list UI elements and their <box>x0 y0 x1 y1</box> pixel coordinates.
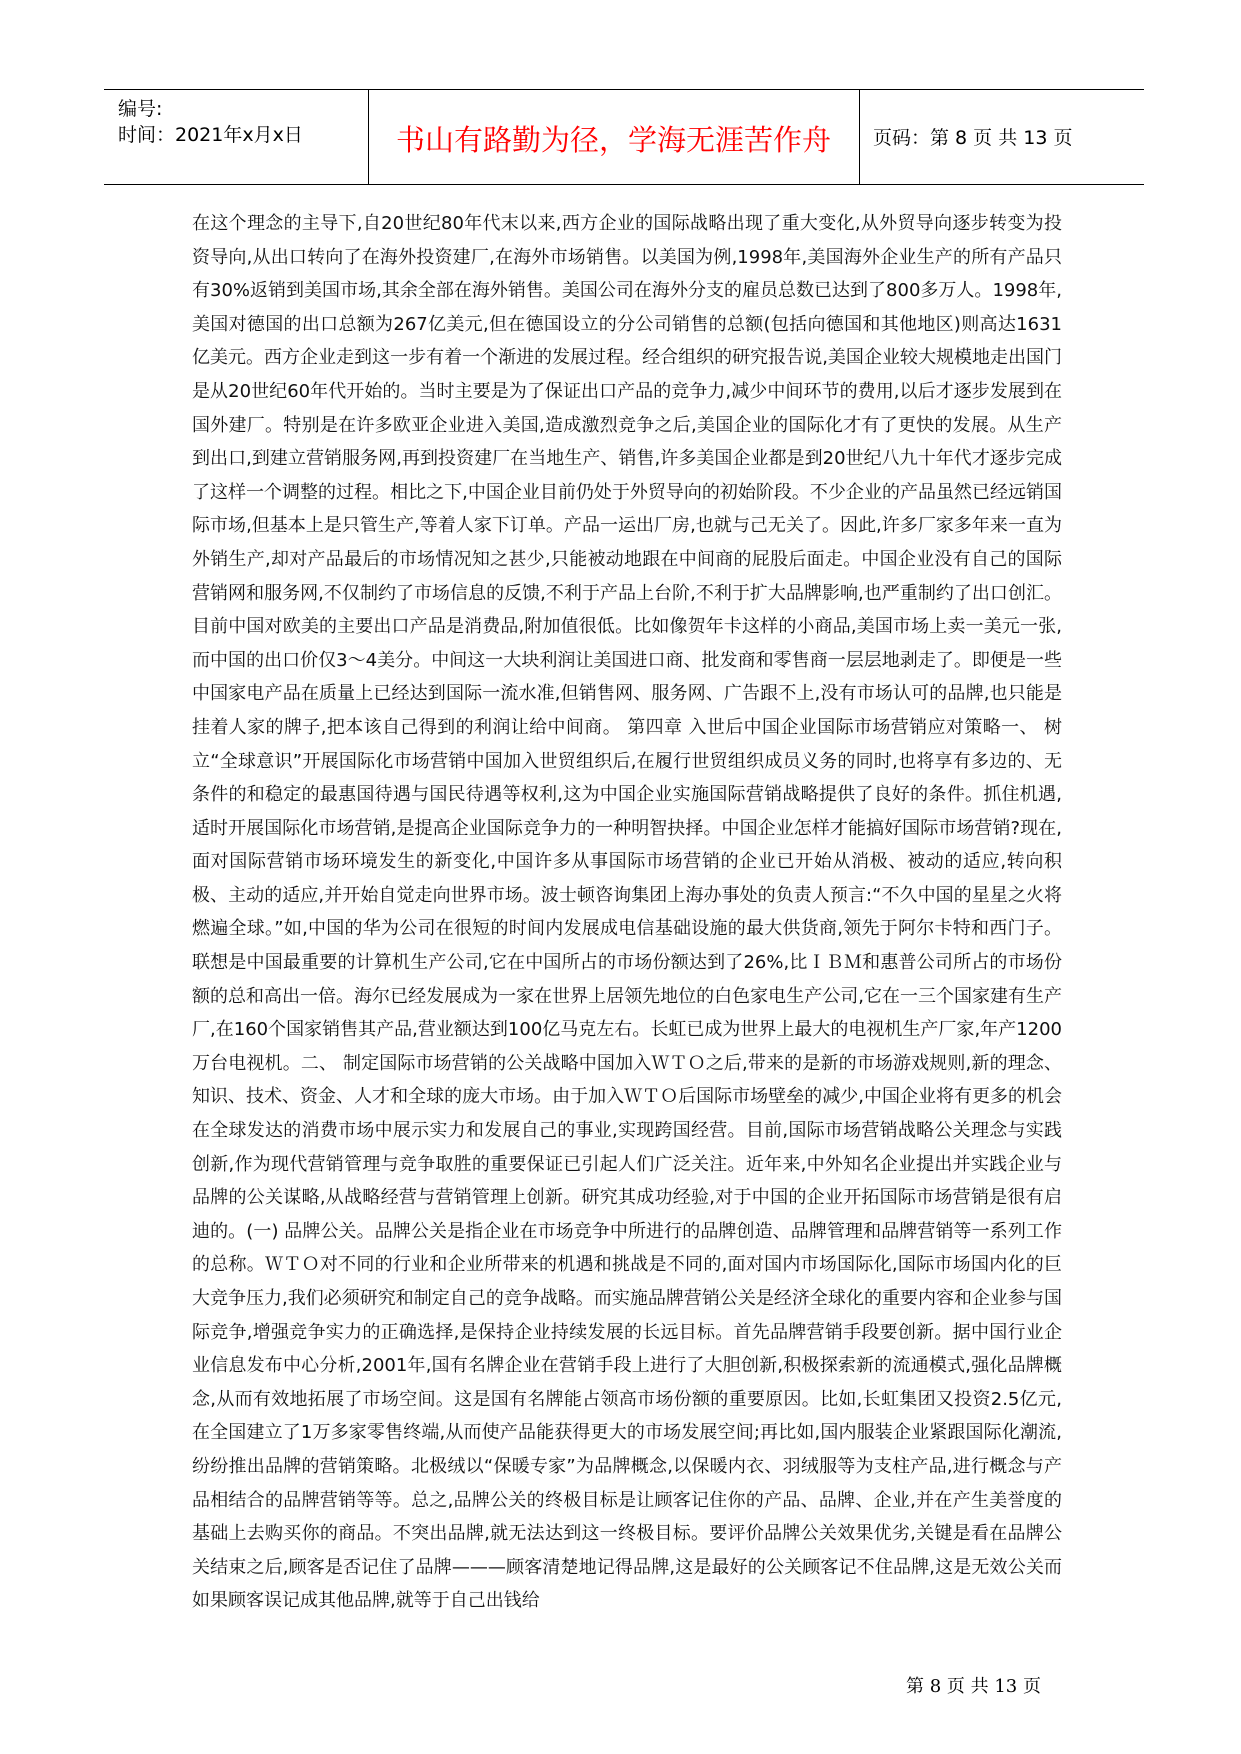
document-number-label: 编号: <box>118 98 163 120</box>
header-motto-cell <box>368 90 860 184</box>
header-motto: 书山有路勤为径，学海无涯苦作舟 <box>395 123 831 157</box>
header-meta-cell <box>104 90 369 184</box>
header-page-cell <box>859 90 1144 184</box>
document-time-label: 时间：2021年x月x日 <box>118 124 303 146</box>
header-page-number: 页码：第 8 页 共 13 页 <box>873 127 1073 149</box>
document-body <box>192 207 1062 1618</box>
page-footer: 第 8 页 共 13 页 <box>906 1676 1041 1697</box>
body-paragraph: 在这个理念的主导下,自20世纪80年代末以来,西方企业的国际战略出现了重大变化,从外贸导向逐步转变为投资导向,从出口转向了在海外投资建厂,在海外市场销售。以美国为例,1998年,美国海外企业生产的所有产品只有30%返销到美国市场,其余全部在海外销售。美国公司在海外分支的雇员总数已达到了800多万人。1998年,美国对德国的出口总额为267亿美元,但在德国设立的分公司销售的总额(包括向德国和其他地区)则高达1631亿美元。西方企业走到这一步有着一个渐进的发展过程。经合组织的研究报告说,美国企业较大规模地走出国门是从20世纪60年代开始的。当时主要是为了保证出口产品的竞争力,减少中间环节的费用,以后才逐步发展到在国外建厂。特别是在许多欧亚企业进入美国,造成激烈竞争之后,美国企业的国际化才有了更快的发展。从生产到出口,到建立营销服务网,再到投资建厂在当地生产、销售,许多美国企业都是到20世纪八九十年代才逐步完成了这样一个调整的过程。相比之下,中国企业目前仍处于外贸导向的初始阶段。不少企业的产品虽然已经远销国际市场,但基本上是只管生产,等着人家下订单。产品一运出厂房,也就与己无关了。因此,许多厂家多年来一直为外销生产,却对产品最后的市场情况知之甚少,只能被动地跟在中间商的屁股后面走。中国企业没有自己的国际营销网和服务网,不仅制约了市场信息的反馈,不利于产品上台阶,不利于扩大品牌影响,也严重制约了出口创汇。目前中国对欧美的主要出口产品是消费品,附加值很低。比如像贺年卡这样的小商品,美国市场上卖一美元一张,而中国的出口价仅3～4美分。中间这一大块利润让美国进口商、批发商和零售商一层层地剥走了。即便是一些中国家电产品在质量上已经达到国际一流水准,但销售网、服务网、广告跟不上,没有市场认可的品牌,也只能是挂着人家的牌子,把本该自己得到的利润让给中间商。 第四章 入世后中国企业国际市场营销应对策略一、 树立“全球意识”开展国际化市场营销中国加入世贸组织后,在履行世贸组织成员义务的同时,也将享有多边的、无条件的和稳定的最惠国待遇与国民待遇等权利,这为中国企业实施国际营销战略提供了良好的条件。抓住机遇,适时开展国际化市场营销,是提高企业国际竞争力的一种明智抉择。中国企业怎样才能搞好国际市场营销?现在,面对国际营销市场环境发生的新变化,中国许多从事国际市场营销的企业已开始从消极、被动的适应,转向积极、主动的适应,并开始自觉走向世界市场。波士顿咨询集团上海办事处的负责人预言:“不久中国的星星之火将燃遍全球。”如,中国的华为公司在很短的时间内发展成电信基础设施的最大供货商,领先于阿尔卡特和西门子。联想是中国最重要的计算机生产公司,它在中国所占的市场份额达到了26%,比ＩＢＭ和惠普公司所占的市场份额的总和高出一倍。海尔已经发展成为一家在世界上居领先地位的白色家电生产公司,它在一三个国家建有生产厂,在160个国家销售其产品,营业额达到100亿马克左右。长虹已成为世界上最大的电视机生产厂家,年产1200万台电视机。二、 制定国际市场营销的公关战略中国加入ＷＴＯ之后,带来的是新的市场游戏规则,新的理念、知识、技术、资金、人才和全球的庞大市场。由于加入ＷＴＯ后国际市场壁垒的减少,中国企业将有更多的机会在全球发达的消费市场中展示实力和发展自己的事业,实现跨国经营。目前,国际市场营销战略公关理念与实践创新,作为现代营销管理与竞争取胜的重要保证已引起人们广泛关注。近年来,中外知名企业提出并实践企业与品牌的公关谋略,从战略经营与营销管理上创新。研究其成功经验,对于中国的企业开拓国际市场营销是很有启迪的。(一) 品牌公关。品牌公关是指企业在市场竞争中所进行的品牌创造、品牌管理和品牌营销等一系列工作的总称。ＷＴＯ对不同的行业和企业所带来的机遇和挑战是不同的,面对国内市场国际化,国际市场国内化的巨大竞争压力,我们必须研究和制定自己的竞争战略。而实施品牌营销公关是经济全球化的重要内容和企业参与国际竞争,增强竞争实力的正确选择,是保持企业持续发展的长远目标。首先品牌营销手段要创新。据中国行业企业信息发布中心分析,2001年,国有名牌企业在营销手段上进行了大胆创新,积极探索新的流通模式,强化品牌概念,从而有效地拓展了市场空间。这是国有名牌能占领高市场份额的重要原因。比如,长虹集团又投资2.5亿元,在全国建立了1万多家零售终端,从而使产品能获得更大的市场发展空间;再比如,国内服装企业紧跟国际化潮流,纷纷推出品牌的营销策略。北极绒以“保暖专家”为品牌概念,以保暖内衣、羽绒服等为支柱产品,进行概念与产品相结合的品牌营销等等。总之,品牌公关的终极目标是让顾客记住你的产品、品牌、企业,并在产生美誉度的基础上去购买你的商品。不突出品牌,就无法达到这一终极目标。要评价品牌公关效果优劣,关键是看在品牌公关结束之后,顾客是否记住了品牌———顾客清楚地记得品牌,这是最好的公关顾客记不住品牌,这是无效公关而如果顾客误记成其他品牌,就等于自己出钱给 <box>192 213 1062 1612</box>
page-header <box>104 89 1144 185</box>
